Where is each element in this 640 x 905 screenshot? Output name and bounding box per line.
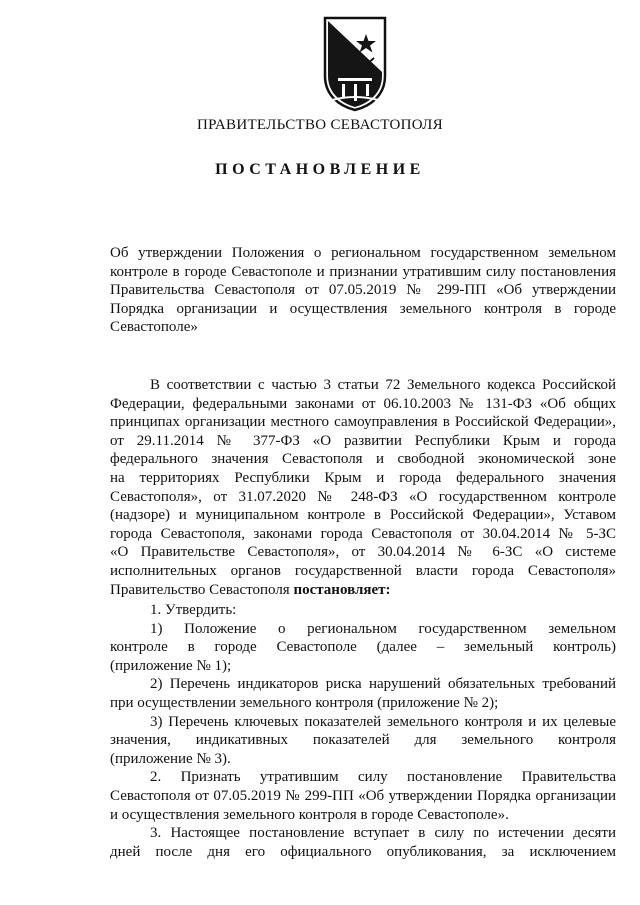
preamble-line: «О Правительстве Севастополя», от 30.04.2014 № 6-ЗС «О системе [110,544,616,561]
preamble-action: постановляет: [293,581,391,598]
preamble-line: принципах организации местного самоуправления в Российской Федерации», [110,414,616,431]
preamble-line: города Севастополя, законами города Севастополя от 30.04.2014 № 5-ЗС [110,525,616,542]
body-line: и осуществления земельного контроля в городе Севастополе». [110,806,509,823]
title-line: Севастополе» [110,319,198,336]
organization-name: ПРАВИТЕЛЬСТВО СЕВАСТОПОЛЯ [197,117,443,133]
document-body [110,601,616,861]
preamble-line: Федерации, федеральными законами от 06.10.2003 № 131-ФЗ «Об общих [110,395,616,412]
body-line: (приложение № 1); [110,657,232,674]
body-line: 3) Перечень ключевых показателей земельного контроля и их целевые [150,713,616,730]
preamble-line: Севастополя», от 31.07.2020 № 248-ФЗ «О государственном контроле [110,488,616,505]
title-line: контроле в городе Севастополе и признании утратившим силу постановления [110,263,616,280]
preamble-line: от 29.11.2014 № 377-ФЗ «О развитии Республики Крым и города [110,432,616,449]
title-line: Порядка организации и осуществления земельного контроля в городе [110,300,616,317]
preamble-line: федерального значения Севастополя и свободной экономической зоне [110,451,616,468]
body-line: 2. Признать утратившим силу постановление Правительства [150,769,616,786]
body-line: 2) Перечень индикаторов риска нарушений обязательных требований [150,676,616,693]
body-line: 1. Утвердить: [150,602,237,618]
body-line: 1) Положение о региональном государственном земельном [150,620,616,637]
title-line: Об утверждении Положения о региональном государственном земельном [110,245,616,261]
preamble-line: (надзоре) и муниципальном контроле в Российской Федерации», Уставом [110,507,616,524]
preamble-final-line [110,581,616,600]
document-type-heading: ПОСТАНОВЛЕНИЕ [215,161,425,178]
body-line: при осуществлении земельного контроля (приложение № 2); [110,694,499,711]
body-line: дней после дня его официального опубликования, за исключением [110,843,616,860]
body-line: (приложение № 3). [110,750,231,767]
preamble-line: В соответствии с частью 3 статьи 72 Земельного кодекса Российской [150,377,616,393]
body-line: значения, индикативных показателей для земельного контроля [110,732,616,749]
preamble-final-text: Правительство Севастополя [110,581,290,598]
preamble [110,376,616,599]
body-line: 3. Настоящее постановление вступает в силу по истечении десяти [150,825,616,842]
preamble-line: исполнительных органов государственной власти города Севастополя» [110,562,616,579]
document-title [110,244,616,337]
title-line: Правительства Севастополя от 07.05.2019 № 299-ПП «Об утверждении [110,282,616,299]
body-line: Севастополя от 07.05.2019 № 299-ПП «Об утверждении Порядка организации [110,787,616,804]
body-line: контроле в городе Севастополе (далее – земельный контроль) [110,639,616,656]
preamble-line: на территориях Республики Крым и города федерального значения [110,469,616,486]
coat-of-arms-icon [318,14,392,112]
